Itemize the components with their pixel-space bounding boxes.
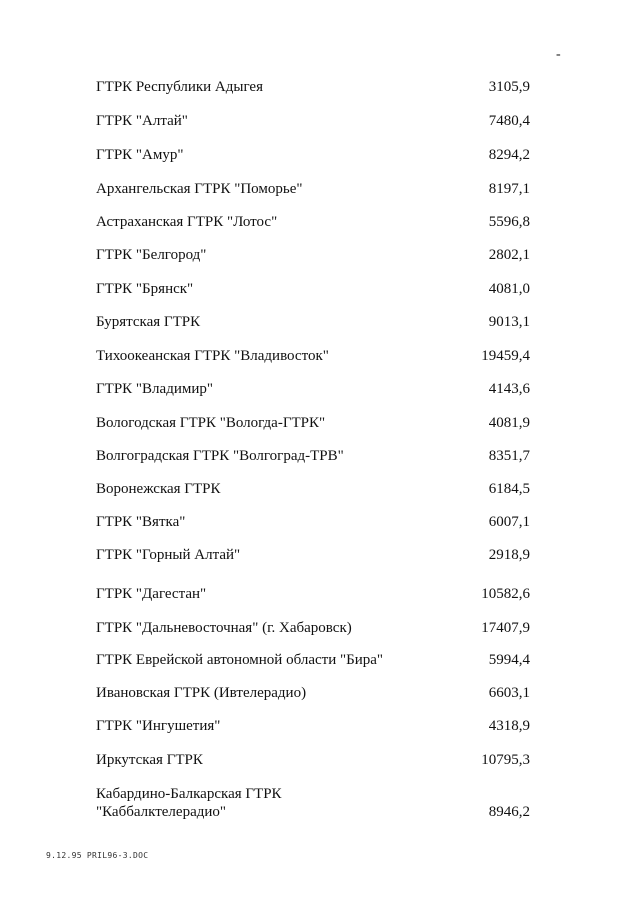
row-value: 4143,6 [488,381,530,397]
row-name: ГТРК "Горный Алтай" [96,547,241,563]
page-number-mark: - [556,47,561,62]
row-name: ГТРК "Брянск" [96,281,194,297]
row-name: ГТРК "Алтай" [96,113,188,129]
row-value: 6007,1 [488,514,530,530]
row-name: Волгоградская ГТРК "Волгоград-ТРВ" [96,448,344,464]
row-name: ГТРК "Дальневосточная" (г. Хабаровск) [96,620,352,636]
row-value: 6184,5 [488,481,530,497]
row-value: 9013,1 [488,314,530,330]
row-name: ГТРК "Владимир" [96,381,214,397]
row-value: 10795,3 [481,752,530,768]
row-name: ГТРК "Ингушетия" [96,718,221,734]
row-name-line1: Кабардино-Балкарская ГТРК [96,786,282,802]
row-value: 2918,9 [488,547,530,563]
row-name [96,785,282,821]
row-value: 8946,2 [488,804,530,820]
row-name: ГТРК "Вятка" [96,514,186,530]
row-name: ГТРК Еврейской автономной области "Бира" [96,652,384,668]
row-value: 5994,4 [488,652,530,668]
row-name: Вологодская ГТРК "Вологда-ГТРК" [96,415,326,431]
row-value: 10582,6 [481,586,530,602]
footer-file-stamp: 9.12.95 PRIL96-3.DOC [46,851,149,860]
row-name: ГТРК "Амур" [96,147,184,163]
row-value: 8294,2 [488,147,530,163]
row-name: Бурятская ГТРК [96,314,201,330]
row-value: 8197,1 [488,181,530,197]
row-value: 5596,8 [488,214,530,230]
row-name: Ивановская ГТРК (Ивтелерадио) [96,685,307,701]
row-name-line2: "Каббалктелерадио" [96,804,227,820]
row-name: Воронежская ГТРК [96,481,221,497]
row-value: 7480,4 [488,113,530,129]
row-name: Тихоокеанская ГТРК "Владивосток" [96,348,329,364]
row-value: 3105,9 [488,79,530,95]
row-value: 8351,7 [488,448,530,464]
row-value: 4318,9 [488,718,530,734]
row-name: ГТРК "Белгород" [96,247,207,263]
row-value: 17407,9 [481,620,530,636]
row-value: 2802,1 [488,247,530,263]
row-name: Астраханская ГТРК "Лотос" [96,214,278,230]
row-value: 6603,1 [488,685,530,701]
row-value: 4081,0 [488,281,530,297]
row-name: Архангельская ГТРК "Поморье" [96,181,303,197]
row-name: Иркутская ГТРК [96,752,203,768]
row-name: ГТРК "Дагестан" [96,586,207,602]
row-name: ГТРК Республики Адыгея [96,79,263,95]
row-value: 19459,4 [481,348,530,364]
row-value: 4081,9 [488,415,530,431]
